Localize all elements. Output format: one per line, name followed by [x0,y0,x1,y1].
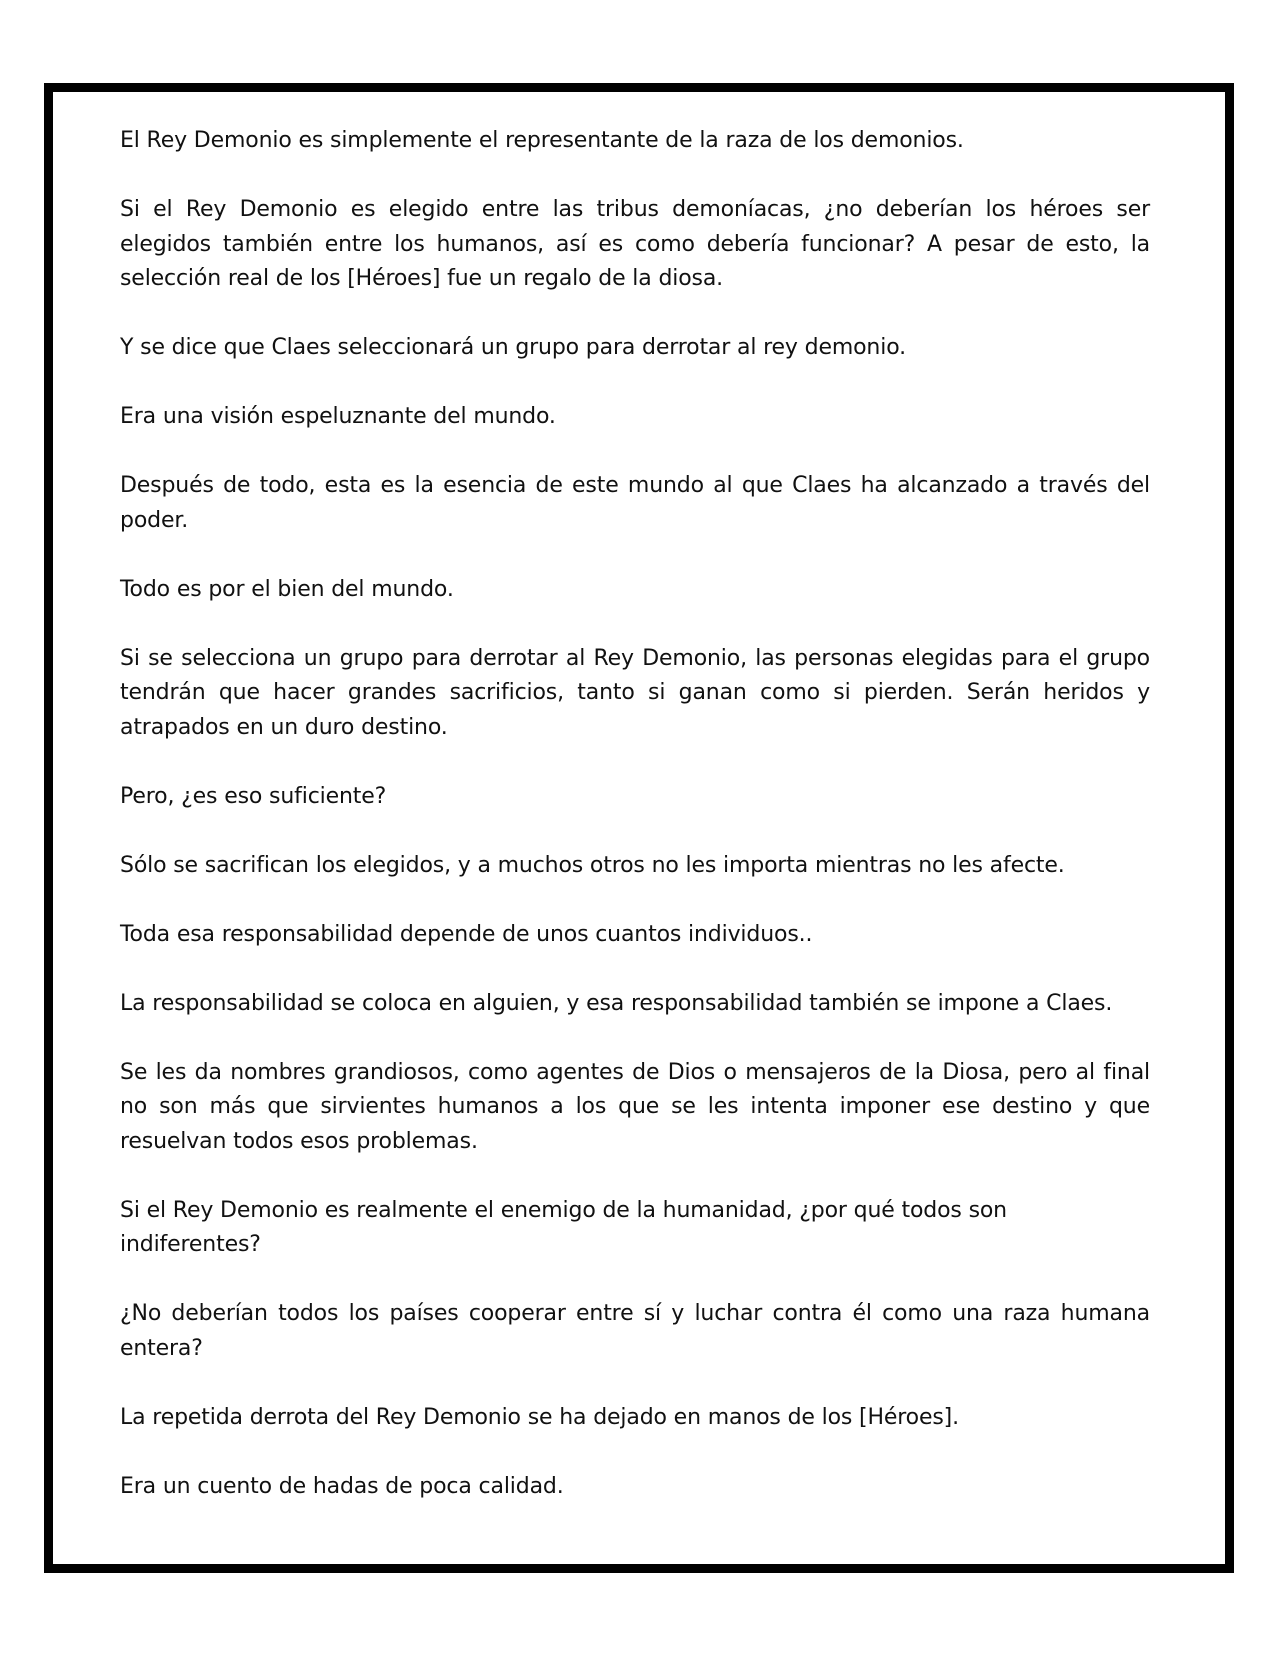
paragraph-13: Si el Rey Demonio es realmente el enemigo de la humanidad, ¿por qué todos son indiferentes? [120,1197,1007,1257]
document-body [120,124,1150,1539]
paragraph-4: Era una visión espeluznante del mundo. [120,404,556,429]
paragraph-9: Sólo se sacrifican los elegidos, y a muchos otros no les importa mientras no les afecte. [120,852,1065,878]
paragraph-1: El Rey Demonio es simplemente el representante de la raza de los demonios. [120,128,964,153]
paragraph-3: Y se dice que Claes seleccionará un grupo para derrotar al rey demonio. [120,335,906,360]
paragraph-6: Todo es por el bien del mundo. [120,576,454,602]
paragraph-10: Toda esa responsabilidad depende de unos cuantos individuos.. [120,921,813,947]
paragraph-5: Después de todo, esta es la esencia de este mundo al que Claes ha alcanzado a través del poder. [120,473,1150,533]
paragraph-2: Si el Rey Demonio es elegido entre las tribus demoníacas, ¿no deberían los héroes ser elegidos también entre los humanos, así es como debería funcionar? A pesar de esto, la selección real de los [Héroes] fue un regalo de la diosa. [120,197,1150,291]
paragraph-15: La repetida derrota del Rey Demonio se ha dejado en manos de los [Héroes]. [120,1404,959,1430]
paragraph-14: ¿No deberían todos los países cooperar entre sí y luchar contra él como una raza humana entera? [120,1301,1150,1361]
paragraph-8: Pero, ¿es eso suficiente? [120,783,387,809]
paragraph-11: La responsabilidad se coloca en alguien, y esa responsabilidad también se impone a Claes. [120,990,1113,1016]
paragraph-16: Era un cuento de hadas de poca calidad. [120,1473,564,1499]
paragraph-7: Si se selecciona un grupo para derrotar al Rey Demonio, las personas elegidas para el grupo tendrán que hacer grandes sacrificios, tanto si ganan como si pierden. Serán heridos y atrapados en un duro destino. [120,645,1150,740]
paragraph-12: Se les da nombres grandiosos, como agentes de Dios o mensajeros de la Diosa, pero al final no son más que sirvientes humanos a los que se les intenta imponer ese destino y que resuelvan todos esos problemas. [120,1059,1150,1154]
